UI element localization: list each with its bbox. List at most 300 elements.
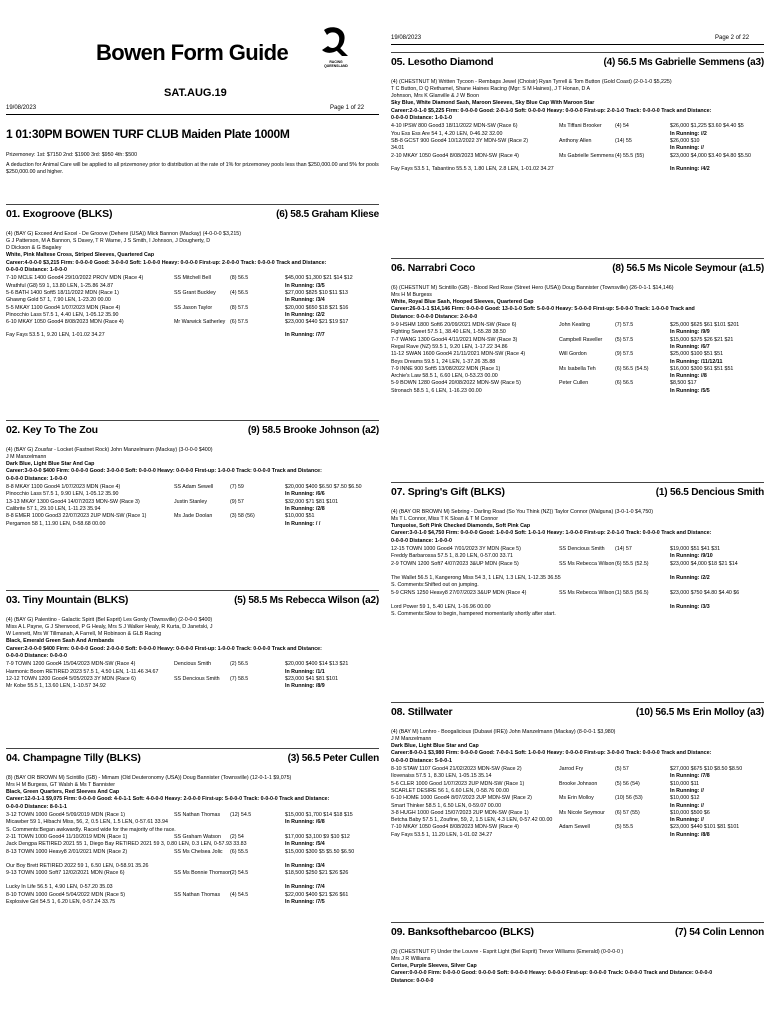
start-row <box>6 305 379 312</box>
start-form <box>391 597 559 604</box>
start-prize: In Running: /5/4 <box>285 841 325 848</box>
runner-divider <box>6 204 379 205</box>
start-form: Fay Fays 53.5 1, 11.20 LEN, 1-01.02 34.27 <box>391 831 493 838</box>
runner-starts <box>6 484 379 528</box>
runner-name: 04. Champagne Tilly (BLKS) <box>6 751 141 764</box>
start-jockey <box>174 841 230 848</box>
start-form: SCARLET DESIRE 56 1, 6.60 LEN, 0-58.76 00.00 <box>391 787 509 794</box>
racing-queensland-logo-icon <box>318 26 354 58</box>
start-jockey: Dencious Smith <box>174 661 212 668</box>
start-form: 13-13 MKAY 1300 Good4 14/07/2023 MDN-SW (Race 3) <box>6 498 140 505</box>
start-prize: $20,000 $400 $6.50 $7.50 $6.50 <box>285 484 362 491</box>
runner-owners-cont: Johnson, Mrs K Glanville & J W Boon <box>391 93 480 100</box>
start-barrier-weight <box>230 297 285 304</box>
start-prize: $15,000 $300 $5 $5.50 $6.50 <box>285 848 355 855</box>
start-row <box>391 322 764 329</box>
runner-starts <box>391 322 764 395</box>
start-jockey <box>174 521 230 528</box>
start-jockey <box>174 863 230 870</box>
runner-career-cont: 0-0-0-0 Distance: 1-0-0-0 <box>6 267 67 274</box>
runner-divider <box>391 922 764 923</box>
runner-owners: Ms T L Connor, Miss T K Sloan & T M Connor <box>391 515 498 522</box>
start-row <box>6 521 379 528</box>
start-barrier-weight <box>615 788 670 795</box>
runner-breeding: (8) (BAY OR BROWN M) Scintillo (GB) - Mimam (Old Deuteronomy (USA)) Doug Bannister (Townsville) (12-0-1-1 $9,075) <box>6 774 292 781</box>
start-prize: In Running: /6/8 <box>285 819 325 826</box>
start-form: Lucky In Life 56.5 1, 4.90 LEN, 0-57.20 35.03 <box>6 884 113 891</box>
runner-footer <box>6 332 379 339</box>
start-row <box>391 766 764 773</box>
start-jockey <box>174 491 230 498</box>
start-form: Calibrite 57 1, 29.10 LEN, 1-11.23 35.94 <box>6 505 101 512</box>
start-barrier-weight: (5) 57 <box>615 766 629 773</box>
start-row <box>391 153 764 160</box>
start-form: Ghawng Gold 57 1, 7.90 LEN, 1-23.20 00.00 <box>6 297 111 304</box>
start-prize: In Running: /3/4 <box>285 297 325 304</box>
start-barrier-weight: (4) 55.5 (55) <box>615 152 645 159</box>
start-barrier-weight: (2) 54 <box>230 833 244 840</box>
start-prize: $23,000 $4,000 $3.40 $4.80 $5.50 <box>670 152 752 159</box>
start-jockey <box>174 884 230 891</box>
start-jockey <box>559 131 615 138</box>
start-row <box>6 283 379 290</box>
start-jockey <box>559 388 615 395</box>
start-prize <box>285 827 379 834</box>
start-form: 5-9 CRNS 1250 Heavy8 27/07/2023 3&UP MDN (Race 4) <box>391 589 527 596</box>
start-prize: In Running: /7/8 <box>670 773 710 780</box>
start-barrier-weight: (7) 59 <box>230 484 244 491</box>
start-barrier-weight <box>615 773 670 780</box>
start-jockey: Brooke Johnson <box>559 780 598 787</box>
runner-header <box>6 595 379 615</box>
runner-career: Career:2-0-1-0 $5,225 Firm: 0-0-0-0 Good: 2-0-1-0 Soft: 0-0-0-0 Heavy: 0-0-0-0 First-up: 2-0-1-0 Track: 0-0-0-0 Track and Distance: <box>391 107 712 114</box>
start-jockey <box>559 344 615 351</box>
start-prize: $23,000 $440 $21 $19 $17 <box>285 319 349 326</box>
start-prize: $23,000 $4,000 $18 $21 $14 <box>670 560 738 567</box>
page-number: Page 1 of 22 <box>330 105 365 111</box>
runner-colours: Black, Emerald Green Sash And Armbands <box>6 638 114 645</box>
start-jockey: SS Grant Buckley <box>174 289 216 296</box>
start-row <box>6 319 379 326</box>
start-row <box>391 604 764 611</box>
runner-colours: Cerise, Purple Sleeves, Silver Cap <box>391 963 477 970</box>
runner-card <box>6 590 379 691</box>
start-jockey <box>559 832 615 839</box>
start-jockey <box>559 788 615 795</box>
runner-barrier-weight-jockey: (7) 54 Colin Lennon <box>675 926 764 938</box>
runner-divider <box>6 420 379 421</box>
footer-last-winner: Fay Fays 53.5 1, Tabantino 55.5 3, 1.80 LEN, 2.8 LEN, 1-01.02 34.27 <box>391 165 554 172</box>
start-prize: In Running: // <box>670 145 704 152</box>
start-form: SB-8 GCST 900 Good4 10/12/2022 3Y MDN-SW (Race 2) <box>391 137 528 144</box>
start-prize <box>285 856 379 863</box>
start-row <box>6 856 379 863</box>
start-form: 2-11 TOWN 1000 Good4 11/10/2019 MDN (Race 1) <box>6 833 128 840</box>
start-row <box>6 863 379 870</box>
start-barrier-weight: (4) 54 <box>615 123 629 130</box>
start-row <box>391 795 764 802</box>
start-form: 2-10 MKAY 1050 Good4 8/08/2023 MDN-SW (Race 4) <box>391 152 519 159</box>
start-barrier-weight <box>230 521 285 528</box>
start-jockey <box>174 297 230 304</box>
start-barrier-weight <box>230 841 285 848</box>
start-form: The Wallet 56.5 1, Kangerong Miss 54 3, 1 LEN, 1.3 LEN, 1-12.35 36.55 <box>391 574 561 581</box>
start-form <box>6 856 174 863</box>
start-row <box>6 676 379 683</box>
start-prize: In Running: /5/5 <box>670 387 710 394</box>
start-barrier-weight: (9) 57 <box>230 498 244 505</box>
runner-barrier-weight-jockey: (4) 56.5 Ms Gabrielle Semmens (a3) <box>603 56 764 68</box>
runner-breeding: (4) (BAY G) Palentino - Galactic Spirit (Bel Esprit) Les Gordy (Townsville) (2-0-0-0 $400) <box>6 616 213 623</box>
start-prize: In Running: /7/4 <box>285 884 325 891</box>
start-form: Boys Dreams 59.5 1, 24 LEN, 1-37.26 35.88 <box>391 358 496 365</box>
start-prize: In Running: /3/3 <box>670 603 710 610</box>
start-row <box>6 513 379 520</box>
start-prize <box>670 611 764 618</box>
start-form: Pergamon 58 1, 11.90 LEN, 0-58.68 00.00 <box>6 520 106 527</box>
start-barrier-weight <box>615 131 670 138</box>
start-row <box>391 597 764 604</box>
start-form: 8-10 TOWN 1000 Good4 5/04/2022 MDN (Race 5) <box>6 891 126 898</box>
start-row <box>6 491 379 498</box>
start-prize: In Running: /6/7 <box>670 343 710 350</box>
start-barrier-weight: (6) 56.5 <box>615 380 634 387</box>
start-jockey <box>174 877 230 884</box>
start-barrier-weight <box>230 312 285 319</box>
start-prize: $22,000 $400 $21 $26 $61 <box>285 891 349 898</box>
start-jockey <box>174 899 230 906</box>
start-form: 3-12 TOWN 1000 Good4 5/09/2019 MDN (Race 1) <box>6 812 126 819</box>
start-barrier-weight <box>615 329 670 336</box>
footer-in-running: In Running: /7/7 <box>285 332 325 339</box>
start-form: 4-10 IPSW 800 Good3 18/11/2022 MDN-SW (Race 6) <box>391 123 518 130</box>
start-row <box>391 781 764 788</box>
start-prize: In Running: /8/9 <box>285 683 325 690</box>
start-barrier-weight: (7) 57.5 <box>615 322 634 329</box>
start-form: S. Comments:Slow to begin, hampered momentarily shortly after start. <box>391 611 556 618</box>
prizemoney: Prizemoney: 1st: $7150 2nd: $1900 3rd: $950 4th: $500 <box>6 152 138 158</box>
runner-name: 06. Narrabri Coco <box>391 261 476 274</box>
start-row <box>391 145 764 152</box>
start-barrier-weight <box>230 819 285 826</box>
start-row <box>391 359 764 366</box>
runner-colours: Turquoise, Soft Pink Checked Diamonds, Soft Pink Cap <box>391 523 531 530</box>
runner-owners: G J Patterson, M A Bannon, S Davey, T R Warne, J S Smith, I Johnson, J Dougherty, D <box>6 237 211 244</box>
runner-barrier-weight-jockey: (8) 56.5 Ms Nicole Seymour (a1.5) <box>612 262 764 274</box>
runner-colours: Sky Blue, White Diamond Sash, Maroon Sleeves, Sky Blue Cap With Maroon Star <box>391 100 595 107</box>
start-barrier-weight: (14) 57 <box>615 546 632 553</box>
start-prize: $27,000 $825 $10 $11 $13 <box>285 289 348 296</box>
runner-starts <box>391 546 764 618</box>
start-jockey <box>559 575 615 582</box>
start-barrier-weight <box>615 803 670 810</box>
start-row <box>6 506 379 513</box>
start-barrier-weight: (6) 55.5 <box>230 848 249 855</box>
runner-header <box>391 487 764 507</box>
runner-career: Career:3-0-1-0 $4,750 Firm: 0-0-0-0 Good: 1-0-0-0 Soft: 1-0-1-0 Heavy: 1-0-0-0 First-up: 2-0-1-0 Track: 0-0-0-0 Track and Distance: <box>391 530 712 537</box>
start-prize: $8,500 $17 <box>670 380 697 387</box>
start-form: 5-6 CLER 1000 Good 1/07/2023 2UP MDN-SW (Race 1) <box>391 780 525 787</box>
start-barrier-weight <box>230 877 285 884</box>
start-barrier-weight: (5) 57.5 <box>615 336 634 343</box>
start-row <box>6 661 379 668</box>
runner-name: 01. Exogroove (BLKS) <box>6 207 113 220</box>
start-row <box>6 312 379 319</box>
start-prize <box>670 568 764 575</box>
start-form: Mr Kobe 55.5 1, 13.60 LEN, 1-10.57 34.92 <box>6 683 106 690</box>
runner-owners: T C Button, D Q Rethamel, Shane Haines Racing (Mgr: S M Haines), J T Honan, D A <box>391 85 591 92</box>
start-row <box>6 297 379 304</box>
start-row <box>6 683 379 690</box>
start-prize: $15,000 $375 $26 $21 $21 <box>670 336 734 343</box>
start-prize: $23,000 $750 $4.80 $4.40 $6 <box>670 589 740 596</box>
runner-career-cont: 0-0-0-0 Distance: 0-0-0-0 <box>6 653 67 660</box>
start-barrier-weight <box>230 683 285 690</box>
start-form <box>391 568 559 575</box>
start-jockey: SS Ms Rebecca Wilson <box>559 560 615 567</box>
start-prize: $17,000 $3,100 $9 $10 $12 <box>285 833 350 840</box>
start-row <box>391 553 764 560</box>
runner-breeding: (6) (CHESTNUT M) Scintillo (GB) - Blood Red Rose (Street Hero (USA)) Doug Bannister (Townsville) (26-0-1-1 $14,146) <box>391 284 674 291</box>
start-barrier-weight: (14) 55 <box>615 137 632 144</box>
runner-career: Career:8-0-0-1 $3,980 Firm: 0-0-0-0 Good: 7-0-0-1 Soft: 1-0-0-0 Heavy: 0-0-0-0 First-up: 3-0-0-0 Track: 0-0-0-0 Track and Distance: <box>391 750 712 757</box>
start-jockey <box>174 312 230 319</box>
start-prize: In Running: /2/8 <box>285 505 325 512</box>
start-jockey <box>174 683 230 690</box>
start-jockey: Anthony Allen <box>559 137 592 144</box>
start-prize: $32,000 $71 $81 $101 <box>285 498 339 505</box>
start-barrier-weight <box>615 604 670 611</box>
start-row <box>391 337 764 344</box>
start-jockey: SS Nathan Thomas <box>174 891 221 898</box>
start-barrier-weight: (6) 57 (55) <box>615 809 640 816</box>
start-barrier-weight <box>230 899 285 906</box>
start-form: 11-12 SWAN 1600 Good4 21/11/2021 MDN-SW (Race 4) <box>391 351 526 358</box>
runner-owners: Miss A L Payne, G J Sherwood, P G Healy, Mrs S J Walker Healy, R Kurta, D Janetski, J <box>6 623 213 630</box>
runner-header <box>6 425 379 445</box>
start-jockey <box>174 827 230 834</box>
start-row <box>6 899 379 906</box>
start-row <box>391 824 764 831</box>
start-barrier-weight <box>615 575 670 582</box>
start-row <box>6 884 379 891</box>
runner-colours: White, Pink Maltese Cross, Striped Sleeves, Quartered Cap <box>6 252 155 259</box>
start-row <box>391 611 764 618</box>
start-form: Freddy Barbarossa 57.5 1, 8.20 LEN, 0-57.00 33.71 <box>391 553 513 560</box>
runner-card <box>6 204 379 340</box>
start-barrier-weight: (6) 55.5 (52.5) <box>615 560 649 567</box>
start-row <box>391 373 764 380</box>
start-form: Our Boy Brett RETIRED 2022 59 1, 6.50 LEN, 0-58.91 35.26 <box>6 862 149 869</box>
start-barrier-weight: (9) 57.5 <box>615 351 634 358</box>
runner-career-cont: Distance: 0-0-0-0 Distance: 2-0-0-0 <box>391 313 478 320</box>
start-row <box>391 546 764 553</box>
runner-owners: Mrs H M Burgess <box>391 291 432 298</box>
runner-name: 07. Spring's Gift (BLKS) <box>391 485 505 498</box>
start-barrier-weight <box>230 669 285 676</box>
start-row <box>6 827 379 834</box>
start-row <box>391 388 764 395</box>
start-form: 8-13 TOWN 1000 Heavy8 2/01/2021 MDN (Race 2) <box>6 848 128 855</box>
race-title: 1 01:30PM BOWEN TURF CLUB Maiden Plate 1000M <box>6 127 290 141</box>
start-prize: In Running: /9/10 <box>670 553 713 560</box>
start-jockey <box>559 553 615 560</box>
runner-breeding: (4) (BAY OR BROWN M) Sebring - Darling Road (So You Think (NZ)) Taylor Connor (Walguna) (3-0-1-0 $4,750) <box>391 508 653 515</box>
runner-header <box>391 927 764 947</box>
form-guide-page-2 <box>385 0 770 1024</box>
start-row <box>391 832 764 839</box>
start-jockey <box>174 856 230 863</box>
start-row <box>6 841 379 848</box>
runner-divider <box>6 748 379 749</box>
start-prize: $19,000 $51 $41 $31 <box>670 546 721 553</box>
start-prize <box>670 597 764 604</box>
runner-divider <box>391 702 764 703</box>
runner-owners: Mrs H M Burgess, GT Walsh & Ms T Bannister <box>6 781 116 788</box>
start-row <box>6 499 379 506</box>
brand-title: Bowen Form Guide <box>96 40 289 65</box>
runner-divider <box>391 258 764 259</box>
runner-starts <box>6 275 379 326</box>
runner-career-cont: 0-0-0-0 Distance: 5-0-0-1 <box>391 757 452 764</box>
start-form: S. Comments:Shifted out on jumping. <box>391 582 479 589</box>
start-form: 7-10 MKAY 1050 Good4 8/08/2023 MDN-SW (Race 4) <box>391 824 519 831</box>
start-prize: In Running: /11/12/11 <box>670 358 723 365</box>
header-divider <box>6 114 379 115</box>
start-row <box>391 138 764 145</box>
start-barrier-weight: (12) 54.5 <box>230 812 252 819</box>
start-jockey: John Keating <box>559 322 590 329</box>
start-prize: In Running: /2/2 <box>670 574 710 581</box>
start-prize: In Running: // <box>670 787 704 794</box>
page-date: 19/08/2023 <box>391 35 422 41</box>
start-prize: In Running: // <box>670 802 704 809</box>
start-barrier-weight: (4) 54.5 <box>230 891 249 898</box>
start-form <box>6 877 174 884</box>
runner-name: 02. Key To The Zou <box>6 423 98 436</box>
runner-colours: Dark Blue, Light Blue Star And Cap <box>6 461 95 468</box>
start-form: Stronach 58.5 1, 6 LEN, 1-16.23 00.00 <box>391 387 482 394</box>
start-barrier-weight <box>230 863 285 870</box>
runner-career: Career:0-0-0-0 Firm: 0-0-0-0 Good: 0-0-0-0 Soft: 0-0-0-0 Heavy: 0-0-0-0 First-up: 0-0-0-0 Track: 0-0-0-0 Track and Distance: 0-0-0-0 <box>391 970 713 977</box>
start-prize: $15,000 $1,700 $14 $18 $15 <box>285 812 353 819</box>
runner-breeding: (3) (CHESTNUT F) Under the Louvre - Esprit Light (Bel Esprit) Trevor Williams (Emerald) (0-0-0-0 ) <box>391 948 624 955</box>
start-barrier-weight: (1) 58.5 (56.5) <box>615 589 649 596</box>
runner-card <box>391 922 764 986</box>
start-barrier-weight <box>615 611 670 618</box>
runner-footer <box>391 166 764 173</box>
page-date: 19/08/2023 <box>6 105 37 111</box>
start-prize <box>670 582 764 589</box>
runner-owners-cont: W Lennett, Mrs W Tillmanah, A Farrell, M Robinson & GLB Racing <box>6 631 162 638</box>
runner-header <box>391 707 764 727</box>
start-prize: $23,000 $41 $81 $101 <box>285 675 339 682</box>
start-form: Harmonic Boom RETIRED 2023 57.5 1, 4.50 LEN, 1-11.46 34.67 <box>6 668 159 675</box>
start-jockey <box>174 819 230 826</box>
start-form: 5-5 MKAY 1100 Good4 1/07/2023 MDN (Race 4) <box>6 304 121 311</box>
runner-card <box>391 52 764 173</box>
start-form: Fighting Sweet 57.5 1, 38.40 LEN, 1-55.28 38.50 <box>391 329 506 336</box>
start-prize: $26,000 $1,225 $3.60 $4.40 $5 <box>670 123 744 130</box>
footer-last-winner: Fay Fays 53.5 1, 9.20 LEN, 1-01.02 34.27 <box>6 332 105 339</box>
start-jockey <box>559 773 615 780</box>
start-barrier-weight: (6) 57.5 <box>230 319 249 326</box>
start-form: 5-9 BOWN 1280 Good4 20/08/2022 MDN-SW (Race 5) <box>391 380 521 387</box>
start-prize: In Running: /8/8 <box>670 831 710 838</box>
start-row <box>391 329 764 336</box>
start-barrier-weight <box>615 568 670 575</box>
animal-care-note: A deduction for Animal Care will be applied to all prizemoney prior to distribution at the rate of 1% for prizemoney pools less than $250,000.00 and 5% for pools $250,000.00 and higher. <box>6 162 379 176</box>
start-jockey: Justin Stanley <box>174 498 207 505</box>
start-jockey: Ms Isabella Teh <box>559 365 596 372</box>
start-row <box>6 849 379 856</box>
start-barrier-weight <box>230 884 285 891</box>
start-row <box>391 123 764 130</box>
runner-barrier-weight-jockey: (3) 56.5 Peter Cullen <box>287 752 379 764</box>
start-jockey <box>174 669 230 676</box>
start-prize: In Running: /3/5 <box>285 282 325 289</box>
start-form: Jack Dengpa RETIRED 2021 55 1, Diego Bay RETIRED 2021 59 3, 0.80 LEN, 0.3 LEN, 0-57.93 33.83 <box>6 841 247 848</box>
start-barrier-weight <box>615 582 670 589</box>
start-row <box>6 484 379 491</box>
runner-name: 08. Stillwater <box>391 705 453 718</box>
runner-barrier-weight-jockey: (6) 58.5 Graham Kliese <box>276 208 379 220</box>
start-row <box>391 575 764 582</box>
header-divider <box>391 44 764 45</box>
runner-barrier-weight-jockey: (10) 56.5 Ms Erin Molloy (a3) <box>635 706 764 718</box>
start-jockey: Ms Erin Molloy <box>559 795 594 802</box>
start-row <box>391 810 764 817</box>
start-row <box>391 590 764 597</box>
start-row <box>391 582 764 589</box>
start-jockey: Ms Nicole Seymour <box>559 809 605 816</box>
runner-barrier-weight-jockey: (1) 56.5 Dencious Smith <box>655 486 764 498</box>
start-barrier-weight: (4) 56.5 <box>230 289 249 296</box>
start-barrier-weight <box>615 359 670 366</box>
runner-owners: Mrs J R Williams <box>391 955 431 962</box>
runner-owners: J M Manzelmann <box>6 453 47 460</box>
start-barrier-weight: (2) 54.5 <box>230 870 249 877</box>
logo-label: RACING QUEENSLAND <box>324 60 348 69</box>
start-barrier-weight <box>615 832 670 839</box>
start-jockey: SS Ms Chelsea Jolic <box>174 848 223 855</box>
start-row <box>391 366 764 373</box>
racing-queensland-logo <box>318 26 354 70</box>
start-row <box>6 870 379 877</box>
runner-divider <box>6 590 379 591</box>
start-row <box>391 351 764 358</box>
start-prize: $20,000 $650 $18 $21 $16 <box>285 304 349 311</box>
start-jockey <box>559 568 615 575</box>
start-jockey: Ms Tiffani Brooker <box>559 123 602 130</box>
start-barrier-weight <box>615 145 670 152</box>
start-jockey: Peter Cullen <box>559 380 589 387</box>
start-row <box>6 819 379 826</box>
start-barrier-weight <box>615 344 670 351</box>
start-form: Pinocchio Lass 57.5 1, 9.90 LEN, 1-05.12 35.90 <box>6 491 119 498</box>
runner-name: 05. Lesotho Diamond <box>391 55 494 68</box>
start-jockey <box>559 604 615 611</box>
start-form: Betcha Baby 57.5 1, Zoufine, 59, 2, 1.5 LEN, 4.3 LEN, 0-57.42 00.00 <box>391 817 553 824</box>
runner-career-cont: 0-0-0-0 Distance: 1-0-1-0 <box>391 115 452 122</box>
start-jockey <box>559 582 615 589</box>
start-row <box>6 877 379 884</box>
start-jockey: Mr Warwick Satherley <box>174 319 226 326</box>
start-form: 9-9 HSHM 1800 Soft6 20/09/2021 MDN-SW (Race 6) <box>391 322 517 329</box>
start-prize: In Running: /2/2 <box>285 311 325 318</box>
runner-header <box>391 57 764 77</box>
start-form: S. Comments:Began awkwardly. Raced wide for the majority of the race. <box>6 826 176 833</box>
